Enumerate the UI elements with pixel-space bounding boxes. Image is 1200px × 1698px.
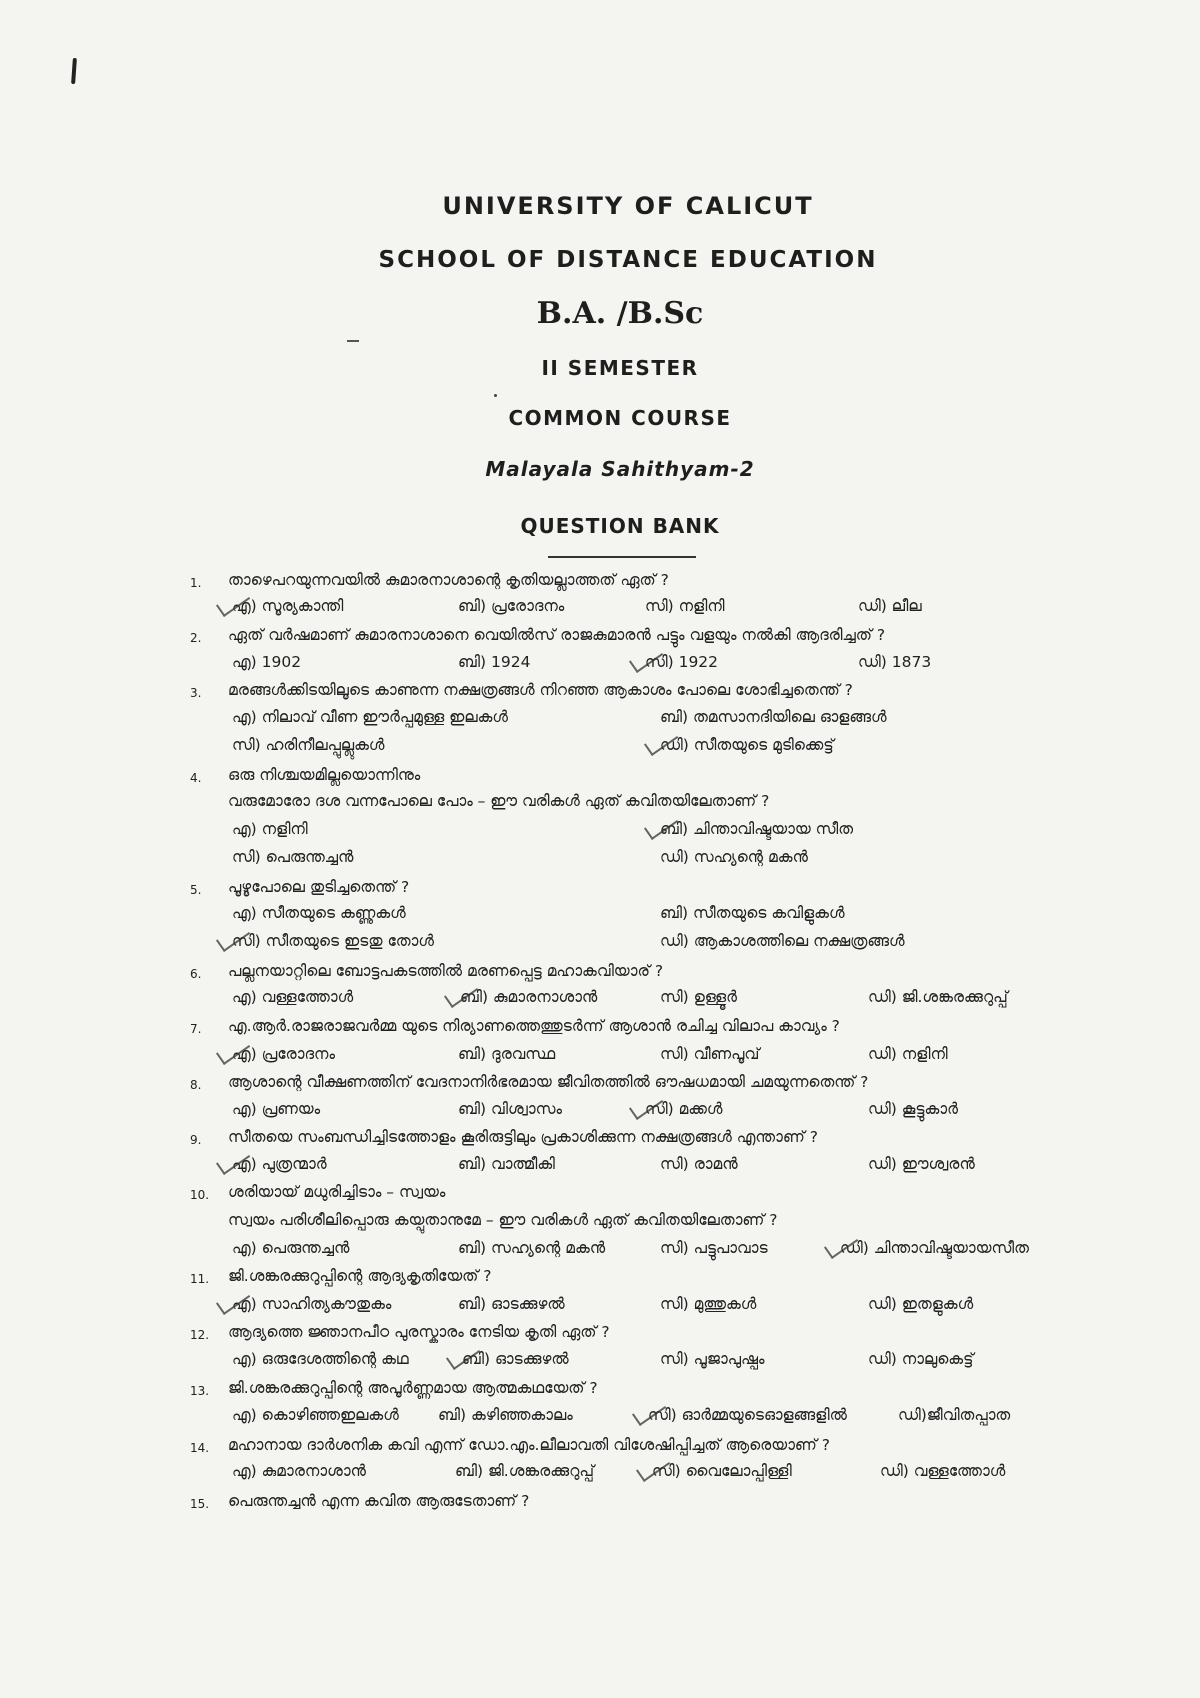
option-c: സി) രാമൻ (660, 1155, 738, 1173)
option-d: ഡി) ഈശ്വരൻ (868, 1155, 975, 1173)
option-d: ഡി) 1873 (858, 653, 932, 671)
question-text: പല്ലനയാറ്റിലെ ബോട്ടപകടത്തിൽ മരണപ്പെട്ട മഹാകവിയാര് ? (228, 962, 664, 980)
question-number: 10. (190, 1188, 210, 1202)
question-number: 5. (190, 883, 202, 897)
question-number: 2. (190, 631, 202, 645)
semester-title: II SEMESTER (541, 356, 699, 380)
option-b: ബി) ഓടക്കുഴൽ (458, 1295, 565, 1313)
option-b: ബി) ദുരവസ്ഥ (458, 1045, 556, 1063)
option-d: ഡി) ഇതളുകൾ (868, 1295, 974, 1313)
degree-title: B.A. /B.Sc (536, 296, 704, 331)
option-c: സി) മക്കൾ (645, 1100, 723, 1118)
option-d: ഡി) കൂട്ടുകാർ (868, 1100, 958, 1118)
question-number: 8. (190, 1078, 202, 1092)
option-b: ബി) ജി.ശങ്കരക്കുറുപ്പ് (455, 1462, 595, 1480)
question-number: 4. (190, 771, 202, 785)
option-b: ബി) സഹ്യന്റെ മകൻ (458, 1239, 606, 1257)
scan-mark (71, 58, 77, 84)
option-c: സി) ഉള്ളൂർ (660, 988, 737, 1006)
option-b: ബി) കഴിഞ്ഞകാലം (438, 1406, 573, 1424)
option-a: എ) വള്ളത്തോൾ (232, 988, 354, 1006)
school-title: SCHOOL OF DISTANCE EDUCATION (378, 247, 878, 273)
option-a: എ) നിലാവ് വീണ ഈർപ്പമുള്ള ഇലകൾ (232, 708, 508, 726)
question-number: 14. (190, 1441, 210, 1455)
question-text: ഏത് വർഷമാണ് കുമാരനാശാനെ വെയിൽസ് രാജകുമാരൻ പട്ടും വളയും നൽകി ആദരിച്ചത് ? (228, 626, 886, 644)
option-d: ഡി) ചിന്താവിഷ്ടയായസീത (840, 1239, 1029, 1257)
option-d: ഡി) ജി.ശങ്കരക്കുറുപ്പ് (868, 988, 1008, 1006)
option-d: ഡി) ലീല (858, 597, 922, 615)
title-underline (548, 556, 696, 558)
question-number: 11. (190, 1272, 210, 1286)
question-number: 13. (190, 1384, 210, 1398)
option-a: എ) സീതയുടെ കണ്ണുകൾ (232, 904, 406, 922)
question-text: മഹാനായ ദാർശനിക കവി എന്ന് ഡോ.എം.ലീലാവതി വിശേഷിപ്പിച്ചത് ആരെയാണ് ? (228, 1436, 831, 1454)
option-d: ഡി)ജീവിതപ്പാത (898, 1406, 1011, 1424)
option-a: എ) സൂര്യകാന്തി (232, 597, 344, 615)
question-text: പെരുന്തച്ചൻ എന്ന കവിത ആരുടേതാണ് ? (228, 1492, 530, 1510)
scan-dot (494, 394, 497, 397)
option-a: എ) കുമാരനാശാൻ (232, 1462, 366, 1480)
option-d: ഡി) സഹ്യന്റെ മകൻ (660, 848, 808, 866)
option-a: എ) 1902 (232, 653, 302, 671)
question-text: സീതയെ സംബന്ധിച്ചിടത്തോളം കൂരിരുട്ടിലും പ്രകാശിക്കുന്ന നക്ഷത്രങ്ങൾ എന്താണ് ? (228, 1128, 818, 1146)
option-c: സി) ഹരിനീലപ്പുല്ലുകൾ (232, 736, 385, 754)
question-text: പൂഴൂപോലെ തുടിച്ചതെന്ത് ? (228, 878, 410, 896)
option-b: ബി) വിശ്വാസം (458, 1100, 562, 1118)
question-number: 3. (190, 686, 202, 700)
option-b: ബി) കുമാരനാശാൻ (460, 988, 598, 1006)
option-c: സി) പട്ടുപാവാട (660, 1239, 768, 1257)
question-number: 7. (190, 1022, 202, 1036)
question-text: സ്വയം പരിശീലിപ്പൊരു കയ്പുതാനുമേ – ഈ വരികൾ ഏത് കവിതയിലേതാണ് ? (228, 1211, 778, 1229)
option-a: എ) പുത്രന്മാർ (232, 1155, 327, 1173)
scan-dash (347, 340, 359, 342)
question-text: ജി.ശങ്കരക്കുറുപ്പിന്റെ അപൂർണ്ണമായ ആത്മകഥയേത് ? (228, 1379, 598, 1397)
university-title: UNIVERSITY OF CALICUT (442, 192, 814, 220)
question-number: 12. (190, 1328, 210, 1342)
option-c: സി) സീതയുടെ ഇടതു തോൾ (232, 932, 434, 950)
question-text: ആദ്യത്തെ ജ്ഞാനപീഠ പുരസ്കാരം നേടിയ കൃതി ഏത് ? (228, 1323, 610, 1341)
option-b: ബി) വാത്മീകി (458, 1155, 555, 1173)
option-d: ഡി) നളിനി (868, 1045, 948, 1063)
option-a: എ) പെരുന്തച്ചൻ (232, 1239, 350, 1257)
option-d: ഡി) ആകാശത്തിലെ നക്ഷത്രങ്ങൾ (660, 932, 905, 950)
option-c: സി) ഓർമ്മയുടെഓളങ്ങളിൽ (648, 1406, 847, 1424)
question-text: ജി.ശങ്കരക്കുറുപ്പിന്റെ ആദ്യകൃതിയേത് ? (228, 1267, 492, 1285)
option-a: എ) നളിനി (232, 820, 308, 838)
question-text: താഴെപറയുന്നവയിൽ കുമാരനാശാന്റെ കൃതിയല്ലാത്തത് ഏത് ? (228, 571, 669, 589)
option-b: ബി) 1924 (458, 653, 531, 671)
option-c: സി) നളിനി (645, 597, 725, 615)
option-b: ബി) തമസാനദിയിലെ ഓളങ്ങൾ (660, 708, 887, 726)
option-d: ഡി) നാലുകെട്ട് (868, 1350, 974, 1368)
question-text: മരങ്ങൾക്കിടയിലൂടെ കാണുന്ന നക്ഷത്രങ്ങൾ നിറഞ്ഞ ആകാശം പോലെ ശോഭിച്ചതെന്ത് ? (228, 681, 853, 699)
option-c: സി) മുത്തുകൾ (660, 1295, 757, 1313)
question-text: ഒരു നിശ്ചയമില്ലയൊന്നിനും (228, 766, 421, 784)
option-a: എ) സാഹിത്യകൗതുകം (232, 1295, 392, 1313)
question-text: വരുമോരോ ദശ വന്നപോലെ പോം – ഈ വരികൾ ഏത് കവിതയിലേതാണ് ? (228, 792, 770, 810)
option-b: ബി) പ്രരോദനം (458, 597, 565, 615)
option-c: സി) വീണപൂവ് (660, 1045, 760, 1063)
option-c: സി) 1922 (645, 653, 719, 671)
question-number: 9. (190, 1133, 202, 1147)
option-b: ബി) ഓടക്കുഴൽ (462, 1350, 569, 1368)
option-a: എ) ഒരുദേശത്തിന്റെ കഥ (232, 1350, 409, 1368)
course-title: COMMON COURSE (508, 406, 732, 430)
question-text: എ.ആർ.രാജരാജവർമ്മ യുടെ നിര്യാണത്തെത്തുടർന്ന് ആശാൻ രചിച്ച വിലാപ കാവ്യം ? (228, 1017, 840, 1035)
question-text: ശരിയായ് മധുരിച്ചിടാം – സ്വയം (228, 1183, 446, 1201)
option-d: ഡി) സീതയുടെ മുടിക്കെട്ട് (660, 736, 834, 754)
option-a: എ) കൊഴിഞ്ഞഇലകൾ (232, 1406, 399, 1424)
option-a: എ) പ്രരോദനം (232, 1045, 335, 1063)
question-text: ആശാന്റെ വീക്ഷണത്തിന് വേദനാനിർഭരമായ ജീവിതത്തിൽ ഔഷധമായി ചമയുന്നതെന്ത് ? (228, 1073, 869, 1091)
option-d: ഡി) വള്ളത്തോൾ (880, 1462, 1006, 1480)
option-b: ബി) സീതയുടെ കവിളുകൾ (660, 904, 845, 922)
question-number: 15. (190, 1497, 210, 1511)
subject-title: Malayala Sahithyam-2 (485, 457, 755, 481)
section-title: QUESTION BANK (520, 514, 720, 538)
option-c: സി) പൂജാപുഷ്പം (660, 1350, 765, 1368)
option-b: ബി) ചിന്താവിഷ്ടയായ സീത (660, 820, 854, 838)
option-c: സി) വൈലോപ്പിള്ളി (652, 1462, 792, 1480)
option-c: സി) പെരുന്തച്ചൻ (232, 848, 354, 866)
option-a: എ) പ്രണയം (232, 1100, 321, 1118)
question-number: 6. (190, 967, 202, 981)
question-number: 1. (190, 576, 202, 590)
